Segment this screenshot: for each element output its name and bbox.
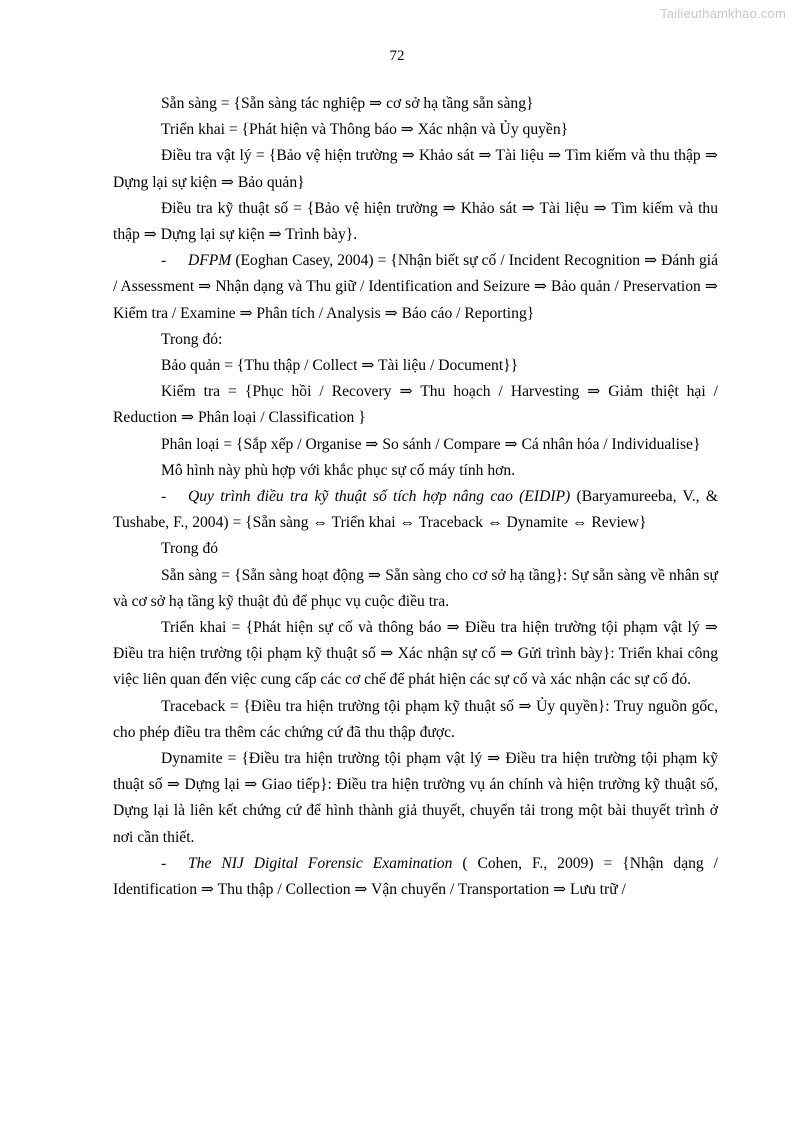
model-description: (Eoghan Casey, 2004) = {Nhận biết sự cố / Incident Recognition ⇒ Đánh giá / Assessment ⇒ Nhận dạng và Thu giữ / Identification and Seizure ⇒ Bảo quản / Preservation ⇒ Kiểm tra / Examine ⇒ Phân tích / Analysis ⇒ Báo cáo / Reporting} xyxy=(113,252,718,322)
paragraph-mo-hinh: Mô hình này phù hợp với khắc phục sự cố máy tính hơn. xyxy=(161,461,516,479)
paragraph-traceback: Traceback = {Điều tra hiện trường tội phạm kỹ thuật số ⇒ Ủy quyền}: Truy nguồn gốc, cho phép điều tra thêm các chứng cứ đã thu thập được. xyxy=(113,697,718,741)
list-item-eidip xyxy=(113,484,718,536)
model-description: (Baryamureeba, V., & Tushabe, F., 2004) = {Sẵn sàng ⇔ Triển khai ⇔ Traceback ⇔ Dynamite ⇔ Review} xyxy=(113,488,718,532)
paragraph-bao-quan: Bảo quản = {Thu thập / Collect ⇒ Tài liệu / Document}} xyxy=(161,357,519,375)
paragraph-dieu-tra-vat-ly: Điều tra vật lý = {Bảo vệ hiện trường ⇒ Khảo sát ⇒ Tài liệu ⇒ Tìm kiếm và thu thập ⇒ Dựng lại sự kiện ⇒ Bảo quản} xyxy=(113,147,718,191)
model-name: The NIJ Digital Forensic Examination xyxy=(188,854,453,872)
model-name: DFPM xyxy=(188,252,232,270)
paragraph-kiem-tra: Kiểm tra = {Phục hồi / Recovery ⇒ Thu hoạch / Harvesting ⇒ Giảm thiệt hại / Reduction ⇒ Phân loại / Classification } xyxy=(113,383,718,427)
paragraph-trien-khai-2: Triển khai = {Phát hiện sự cố và thông báo ⇒ Điều tra hiện trường tội phạm vật lý ⇒ Điều tra hiện trường tội phạm kỹ thuật số ⇒ Xác nhận sự cố ⇒ Gửi trình bày}: Triển khai công việc liên quan đến việc cung cấp các cơ chế để phát hiện các sự cố và xác nhận các sự cố đó. xyxy=(113,619,718,689)
paragraph-trong-do: Trong đó: xyxy=(161,330,223,348)
list-dash: - xyxy=(161,252,167,270)
model-description: ( Cohen, F., 2009) = {Nhận dạng / Identification ⇒ Thu thập / Collection ⇒ Vận chuyển / Transportation ⇒ Lưu trữ / xyxy=(113,854,718,899)
paragraph-dynamite: Dynamite = {Điều tra hiện trường tội phạm vật lý ⇒ Điều tra hiện trường tội phạm kỹ thuật số ⇒ Dựng lại ⇒ Giao tiếp}: Điều tra hiện trường vụ án chính và hiện trường kỹ thuật số, Dựng lại là liên kết chứng cứ để hình thành giả thuyết, chuyển tải trong một bài thuyết trình ở nơi cần thiết. xyxy=(113,750,718,846)
paragraph-phan-loai: Phân loại = {Sắp xếp / Organise ⇒ So sánh / Compare ⇒ Cá nhân hóa / Individualise} xyxy=(161,435,701,453)
paragraph-trien-khai: Triển khai = {Phát hiện và Thông báo ⇒ Xác nhận và Ủy quyền} xyxy=(161,121,569,139)
list-dash: - xyxy=(161,854,167,872)
paragraph-dieu-tra-ky-thuat-so: Điều tra kỹ thuật số = {Bảo vệ hiện trường ⇒ Khảo sát ⇒ Tài liệu ⇒ Tìm kiếm và thu thập ⇒ Dựng lại sự kiện ⇒ Trình bày}. xyxy=(113,199,718,244)
paragraph-san-sang-2: Sẵn sàng = {Sẵn sàng hoạt động ⇒ Sẵn sàng cho cơ sở hạ tầng}: Sự sẵn sàng về nhân sự và cơ sở hạ tầng kỹ thuật đủ để phục vụ cuộc điều tra. xyxy=(113,566,718,610)
paragraph-san-sang: Sẵn sàng = {Sẵn sàng tác nghiệp ⇒ cơ sở hạ tầng sẵn sàng} xyxy=(161,95,534,112)
document-body xyxy=(113,91,718,903)
list-dash: - xyxy=(161,488,167,506)
model-name: Quy trình điều tra kỹ thuật số tích hợp nâng cao (EIDIP) xyxy=(188,488,571,506)
list-item-nij xyxy=(113,851,718,903)
page-number: 72 xyxy=(389,48,405,64)
watermark: Tailieuthamkhao.com xyxy=(660,6,786,21)
list-item-dfpm xyxy=(113,248,718,327)
paragraph-trong-do-2: Trong đó xyxy=(161,540,219,558)
